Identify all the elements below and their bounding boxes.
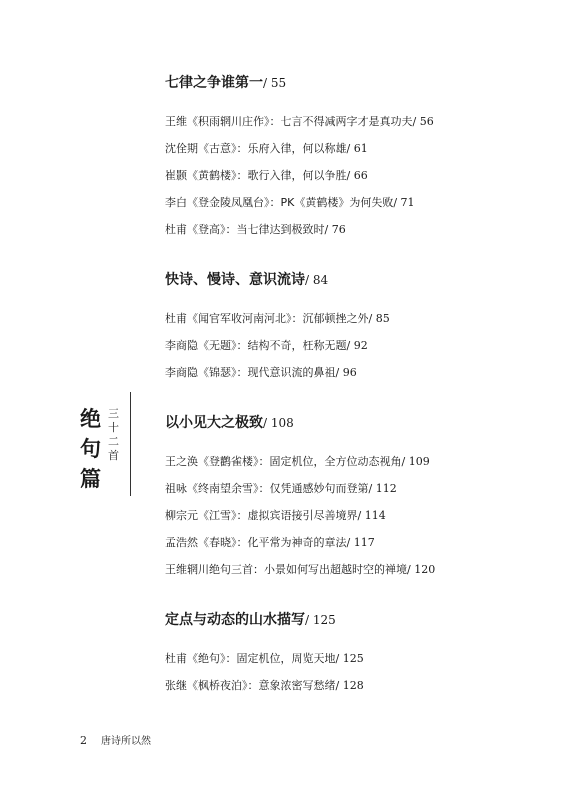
entry-page-number: / 117	[346, 536, 375, 549]
toc-entry	[165, 359, 545, 386]
entry-page-number: / 109	[401, 455, 430, 468]
entry-page-number: / 120	[407, 563, 436, 576]
page-footer	[80, 732, 151, 747]
entry-text: 王之涣《登鹳雀楼》：固定机位，全方位动态视角	[165, 455, 402, 468]
entry-page-number: / 114	[357, 509, 386, 522]
toc-entry	[165, 108, 545, 135]
toc-section	[165, 609, 545, 699]
entry-page-number: / 112	[368, 482, 397, 495]
toc-entry	[165, 672, 545, 699]
table-of-contents	[165, 72, 545, 725]
chapter-subtitle-char: 三	[108, 407, 119, 420]
chapter-title-char: 篇	[80, 466, 101, 491]
chapter-subtitle-char: 首	[108, 449, 119, 462]
toc-entry	[165, 162, 545, 189]
chapter-title-char: 句	[80, 436, 101, 461]
entry-page-number: / 71	[393, 196, 415, 209]
section-page-number: / 108	[263, 416, 294, 430]
toc-entry	[165, 529, 545, 556]
entry-text: 沈佺期《古意》：乐府入律，何以称雄	[165, 142, 347, 155]
chapter-subtitle-vertical	[108, 407, 119, 463]
entry-page-number: / 125	[335, 652, 364, 665]
toc-entry	[165, 189, 545, 216]
entry-page-number: / 76	[324, 223, 346, 236]
entry-text: 杜甫《登高》：当七律达到极致时	[165, 223, 325, 236]
toc-entry	[165, 645, 545, 672]
chapter-subtitle-char: 二	[108, 435, 119, 448]
section-title	[165, 72, 545, 94]
entry-text: 李商隐《锦瑟》：现代意识流的鼻祖	[165, 366, 336, 379]
section-title	[165, 609, 545, 631]
chapter-title-vertical	[80, 404, 101, 494]
entry-text: 柳宗元《江雪》：虚拟宾语接引尽善境界	[165, 509, 358, 522]
entry-text: 李白《登金陵凤凰台》：PK《黄鹤楼》为何失败	[165, 196, 394, 209]
entry-text: 祖咏《终南望余雪》：仅凭通感妙句而登第	[165, 482, 369, 495]
section-title-text: 定点与动态的山水描写	[165, 612, 305, 628]
toc-entry	[165, 332, 545, 359]
entry-page-number: / 85	[368, 312, 390, 325]
toc-entry	[165, 216, 545, 243]
section-page-number: / 84	[305, 273, 329, 287]
section-title	[165, 269, 545, 291]
section-title-text: 以小见大之极致	[165, 415, 263, 431]
entry-page-number: / 56	[412, 115, 434, 128]
toc-section	[165, 412, 545, 583]
toc-entry	[165, 135, 545, 162]
toc-section	[165, 72, 545, 243]
chapter-title-char: 绝	[80, 406, 101, 431]
toc-entry	[165, 305, 545, 332]
toc-entry	[165, 448, 545, 475]
toc-entry	[165, 556, 545, 583]
section-page-number: / 125	[305, 613, 336, 627]
entry-text: 张继《枫桥夜泊》：意象浓密写愁绪	[165, 679, 336, 692]
chapter-subtitle-char: 十	[108, 421, 119, 434]
entry-text: 王维《积雨辋川庄作》：七言不得减两字才是真功夫	[165, 115, 413, 128]
entry-text: 王维辋川绝句三首：小景如何写出超越时空的禅境	[165, 563, 407, 576]
entry-page-number: / 92	[346, 339, 368, 352]
entry-text: 孟浩然《春晓》：化平常为神奇的章法	[165, 536, 347, 549]
running-book-title: 唐诗所以然	[101, 736, 151, 747]
entry-text: 崔颢《黄鹤楼》：歌行入律，何以争胜	[165, 169, 347, 182]
entry-page-number: / 96	[335, 366, 357, 379]
entry-page-number: / 128	[335, 679, 364, 692]
toc-entry	[165, 502, 545, 529]
section-title-text: 七律之争谁第一	[165, 75, 263, 91]
toc-section	[165, 269, 545, 386]
entry-text: 杜甫《闻官军收河南河北》：沉郁顿挫之外	[165, 312, 369, 325]
entry-text: 杜甫《绝句》：固定机位，周览天地	[165, 652, 336, 665]
toc-entry	[165, 475, 545, 502]
section-title	[165, 412, 545, 434]
section-page-number: / 55	[263, 76, 287, 90]
entry-page-number: / 61	[346, 142, 368, 155]
entry-text: 李商隐《无题》：结构不奇，枉称无题	[165, 339, 347, 352]
vertical-divider	[130, 392, 131, 496]
section-title-text: 快诗、慢诗、意识流诗	[165, 272, 305, 288]
page-number: 2	[80, 734, 87, 747]
entry-page-number: / 66	[346, 169, 368, 182]
